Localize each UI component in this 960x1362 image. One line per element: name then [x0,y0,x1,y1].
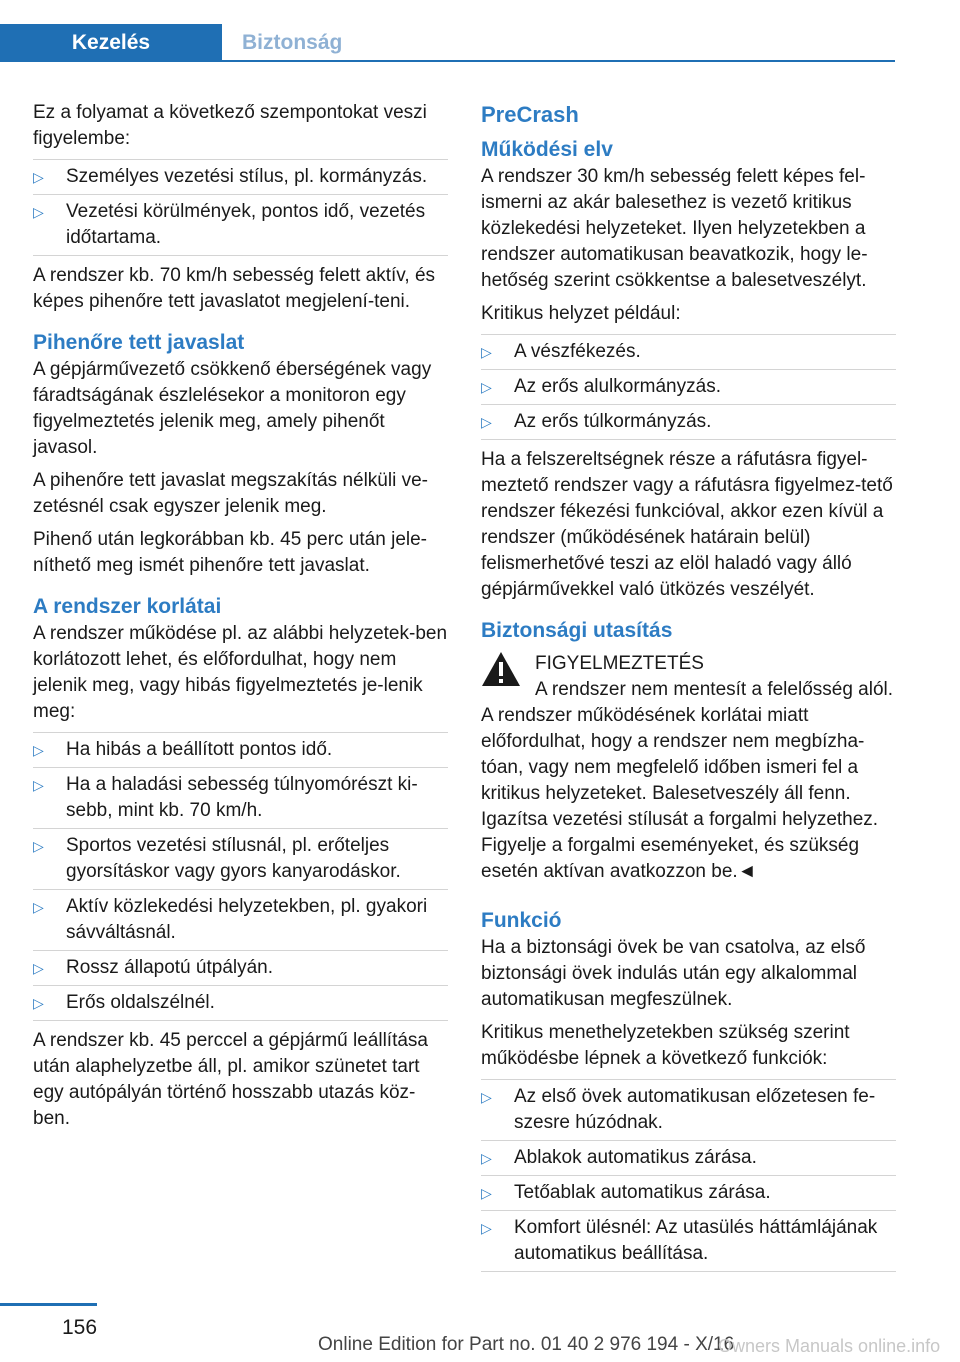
paragraph: Ha a biztonsági övek be van csatolva, az első biztonsági övek indulás után egy alkalommal automatikusan megfeszülnek. [481,937,866,1010]
triangle-bullet-icon: ▷ [33,995,44,1011]
list-item-text: Erős oldalszélnél. [66,992,215,1013]
bullet-list [33,732,448,1021]
right-column [481,100,896,1279]
list-item-text: Az erős alulkormányzás. [514,376,721,397]
list-item-text: Ha a haladási sebesség túlnyomórészt ki‐sebb, mint kb. 70 km/h. [66,774,418,821]
paragraph: Pihenő után legkorábban kb. 45 perc után jele‐níthető meg ismét pihenőre tett javaslat. [33,529,427,576]
list-item [33,951,448,986]
triangle-bullet-icon: ▷ [33,960,44,976]
watermark: Owners Manuals online.info [718,1336,941,1356]
triangle-bullet-icon: ▷ [481,1220,492,1236]
list-item [33,890,448,951]
list-item [481,405,896,440]
list-item-text: Az erős túlkormányzás. [514,411,712,432]
list-item [33,195,448,256]
list-item-text: Ablakok automatikus zárása. [514,1147,757,1168]
list-item [33,160,448,195]
list-item [33,986,448,1021]
edition-footer: Online Edition for Part no. 01 40 2 976 194 - X/16 [318,1334,735,1355]
list-item-text: Rossz állapotú útpályán. [66,957,274,978]
triangle-bullet-icon: ▷ [481,1185,492,1201]
triangle-bullet-icon: ▷ [33,169,44,185]
bullet-list [481,1079,896,1272]
triangle-bullet-icon: ▷ [33,777,44,793]
warning-title: FIGYELMEZTETÉS [535,653,704,674]
list-item-text: A vészfékezés. [514,341,641,362]
list-item-text: Sportos vezetési stílusnál, pl. erőteljes gyorsításkor vagy gyors kanyarodáskor. [66,835,401,882]
section-heading: A rendszer korlátai [33,595,222,618]
section-heading: Funkció [481,909,562,932]
paragraph: A rendszer működése pl. az alábbi helyzetek‐ben korlátozott lehet, és előfordulhat, hogy nem jelenik meg, vagy hibás figyelmeztetés je‐lenik meg: [33,623,448,722]
paragraph: A rendszer kb. 45 perccel a gépjármű leállítása után alaphelyzetbe áll, pl. amikor szünetet tart egy autópályán történő hosszabb utazás köz‐ben. [33,1030,428,1129]
header-divider [0,60,895,62]
list-item [481,335,896,370]
tab-kezeles[interactable]: Kezelés [0,24,222,61]
bullet-list [33,159,448,256]
paragraph: A rendszer kb. 70 km/h sebesség felett aktív, és képes pihenőre tett javaslatot megjelení‐teni. [33,265,436,312]
list-item-text: Ha hibás a beállított pontos idő. [66,739,333,760]
list-item [481,1211,896,1272]
triangle-bullet-icon: ▷ [481,1089,492,1105]
list-item [481,1141,896,1176]
section-heading: Működési elv [481,138,613,161]
left-column [33,100,448,1139]
triangle-bullet-icon: ▷ [33,899,44,915]
paragraph: Ez a folyamat a következő szempontokat veszi figyelembe: [33,102,427,149]
paragraph: Kritikus menethelyzetekben szükség szerint működésbe lépnek a következő funkciók: [481,1022,850,1069]
section-title: PreCrash [481,102,579,127]
triangle-bullet-icon: ▷ [33,204,44,220]
paragraph: A gépjárművezető csökkenő éberségének vagy fáradtságának észlelésekor a monitoron egy figyelmeztetés jelenik meg, amely pihenőt javasol. [33,359,432,458]
list-item [481,1080,896,1141]
list-item [33,829,448,890]
tab-biztonsag[interactable]: Biztonság [242,30,343,54]
list-item-text: Aktív közlekedési helyzetekben, pl. gyakori sávváltásnál. [66,896,428,943]
section-tabs [0,0,895,60]
list-item-text: Komfort ülésnél: Az utasülés háttámlájának automatikus beállítása. [514,1217,878,1264]
list-item [33,768,448,829]
triangle-bullet-icon: ▷ [33,742,44,758]
warning-triangle-icon [481,651,521,687]
triangle-bullet-icon: ▷ [481,379,492,395]
page-number: 156 [62,1316,98,1339]
list-item-text: Személyes vezetési stílus, pl. kormányzás. [66,166,428,187]
triangle-bullet-icon: ▷ [481,344,492,360]
triangle-bullet-icon: ▷ [33,838,44,854]
section-heading: Biztonsági utasítás [481,619,673,642]
page-number-rule [0,1303,97,1306]
warning-text: A rendszer nem mentesít a felelősség alól. A rendszer működésének korlátai miatt előfordulhat, hogy a rendszer nem megbízha‐tóan, vagy nem megfelelő időben ismeri fel a kritikus helyzeteket. Balesetveszély áll fenn. Igazítsa vezetési stílusát a forgalmi helyzethez. Figyelje a forgalmi eseményeket, és szükség esetén aktívan avatkozzon be.◄ [481,679,894,882]
paragraph: Kritikus helyzet például: [481,303,681,324]
paragraph: A pihenőre tett javaslat megszakítás nélküli ve‐zetésnél csak egyszer jelenik meg. [33,470,428,517]
section-heading: Pihenőre tett javaslat [33,331,245,354]
triangle-bullet-icon: ▷ [481,1150,492,1166]
list-item-text: Az első övek automatikusan előzetesen fe‐szesre húzódnak. [514,1086,876,1133]
list-item [481,1176,896,1211]
warning-block [481,651,896,885]
list-item [33,733,448,768]
triangle-bullet-icon: ▷ [481,414,492,430]
paragraph: Ha a felszereltségnek része a ráfutásra figyel‐meztető rendszer vagy a ráfutásra figyelmez‐tető rendszer fékezési funkcióval, akkor ezen kívül a rendszer (működésének határain belül) felismerhetővé teszi az elöl haladó vagy álló gépjárművekkel való ütközés veszélyét. [481,449,893,600]
list-item-text: Vezetési körülmények, pontos idő, vezetés időtartama. [66,201,426,248]
bullet-list [481,334,896,440]
list-item-text: Tetőablak automatikus zárása. [514,1182,771,1203]
paragraph: A rendszer 30 km/h sebesség felett képes fel‐ismerni az akár balesethez is vezető kritikus közlekedési helyzeteket. Ilyen helyzetekben a rendszer automatikusan beavatkozik, hogy le‐hetőség szerint csökkentse a balesetveszélyt. [481,166,868,291]
list-item [481,370,896,405]
